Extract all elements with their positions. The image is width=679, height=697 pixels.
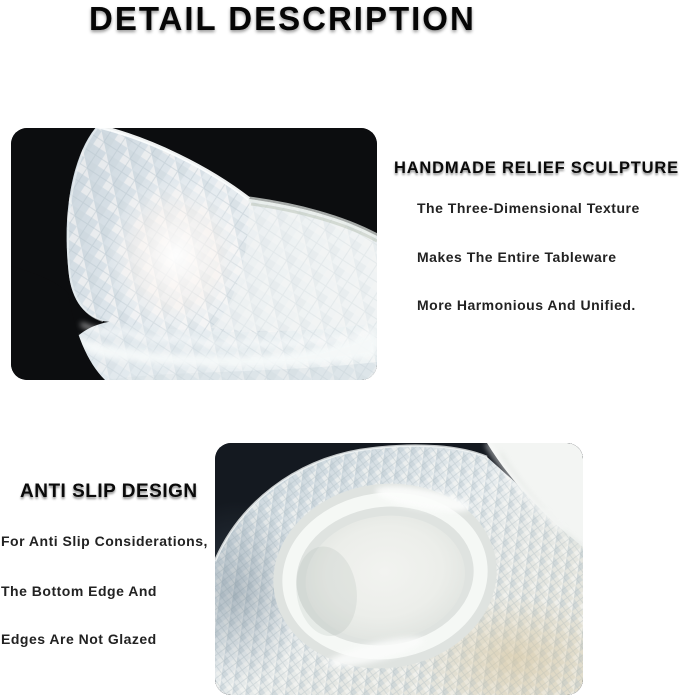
antislip-line-1: For Anti Slip Considerations,: [1, 533, 208, 549]
antislip-line-2: The Bottom Edge And: [1, 583, 157, 599]
relief-bowls-illustration: [11, 128, 377, 380]
antislip-line-3: Edges Are Not Glazed: [1, 631, 157, 647]
relief-bowls-photo: [11, 128, 377, 380]
relief-heading: HANDMADE RELIEF SCULPTURE: [394, 159, 679, 177]
page-title: DETAIL DESCRIPTION: [89, 0, 476, 37]
antislip-heading: ANTI SLIP DESIGN: [20, 481, 198, 502]
bowl-bottom-illustration: [215, 443, 583, 695]
relief-line-1: The Three-Dimensional Texture: [417, 200, 640, 216]
relief-line-3: More Harmonious And Unified.: [417, 297, 636, 313]
bowl-bottom-photo: [215, 443, 583, 695]
relief-line-2: Makes The Entire Tableware: [417, 249, 617, 265]
